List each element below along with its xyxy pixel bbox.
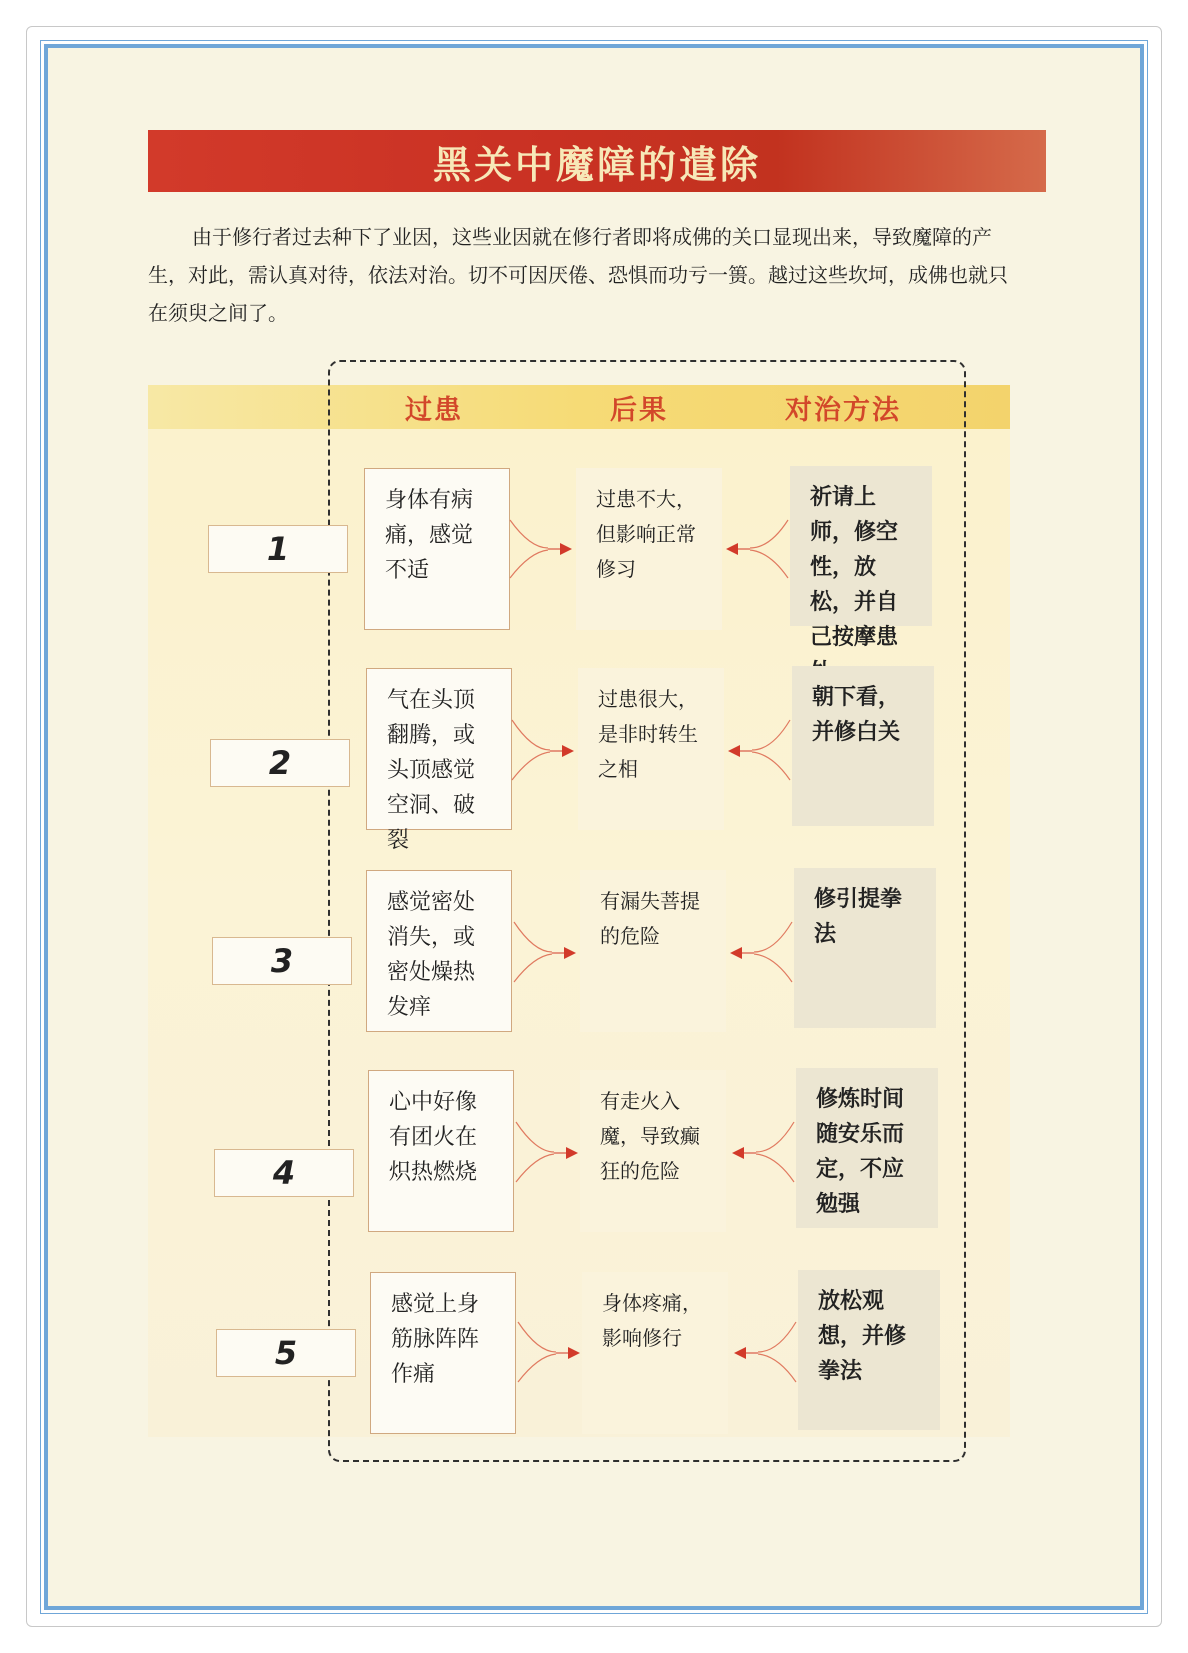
result-cell: 过患很大，是非时转生之相 [578, 668, 724, 830]
result-cell: 有走火入魔，导致癫狂的危险 [580, 1070, 726, 1232]
result-cell: 有漏失菩提的危险 [580, 870, 726, 1032]
intro-paragraph: 由于修行者过去种下了业因，这些业因就在修行者即将成佛的关口显现出来，导致魔障的产生，对此，需认真对待，依法对治。切不可因厌倦、恐惧而功亏一篑。越过这些坎坷，成佛也就只在须臾之间了。 [148, 225, 1008, 325]
row-number: 3 [212, 937, 352, 985]
method-cell: 修引提拳法 [794, 868, 936, 1028]
row-number: 1 [208, 525, 348, 573]
row-number: 2 [210, 739, 350, 787]
method-cell: 修炼时间随安乐而定，不应勉强 [796, 1068, 938, 1228]
method-cell: 朝下看，并修白关 [792, 666, 934, 826]
header-method: 对治方法 [785, 395, 901, 426]
row-number: 4 [214, 1149, 354, 1197]
problem-cell: 感觉密处消失，或密处燥热发痒 [366, 870, 512, 1032]
row-number: 5 [216, 1329, 356, 1377]
problem-cell: 身体有病痛，感觉不适 [364, 468, 510, 630]
problem-cell: 感觉上身筋脉阵阵作痛 [370, 1272, 516, 1434]
page-title: 黑关中魔障的遣除 [432, 142, 761, 187]
problem-cell: 心中好像有团火在炽热燃烧 [368, 1070, 514, 1232]
result-cell: 身体疼痛，影响修行 [582, 1272, 728, 1434]
result-cell: 过患不大，但影响正常修习 [576, 468, 722, 630]
method-cell: 放松观想，并修拳法 [798, 1270, 940, 1430]
header-problem: 过患 [405, 395, 463, 426]
method-cell: 祈请上师，修空性，放松，并自己按摩患 [790, 466, 932, 626]
problem-cell: 气在头顶翻腾，或头顶感觉空洞、破裂 [366, 668, 512, 830]
header-result: 后果 [610, 395, 668, 426]
title-banner [148, 130, 1046, 192]
